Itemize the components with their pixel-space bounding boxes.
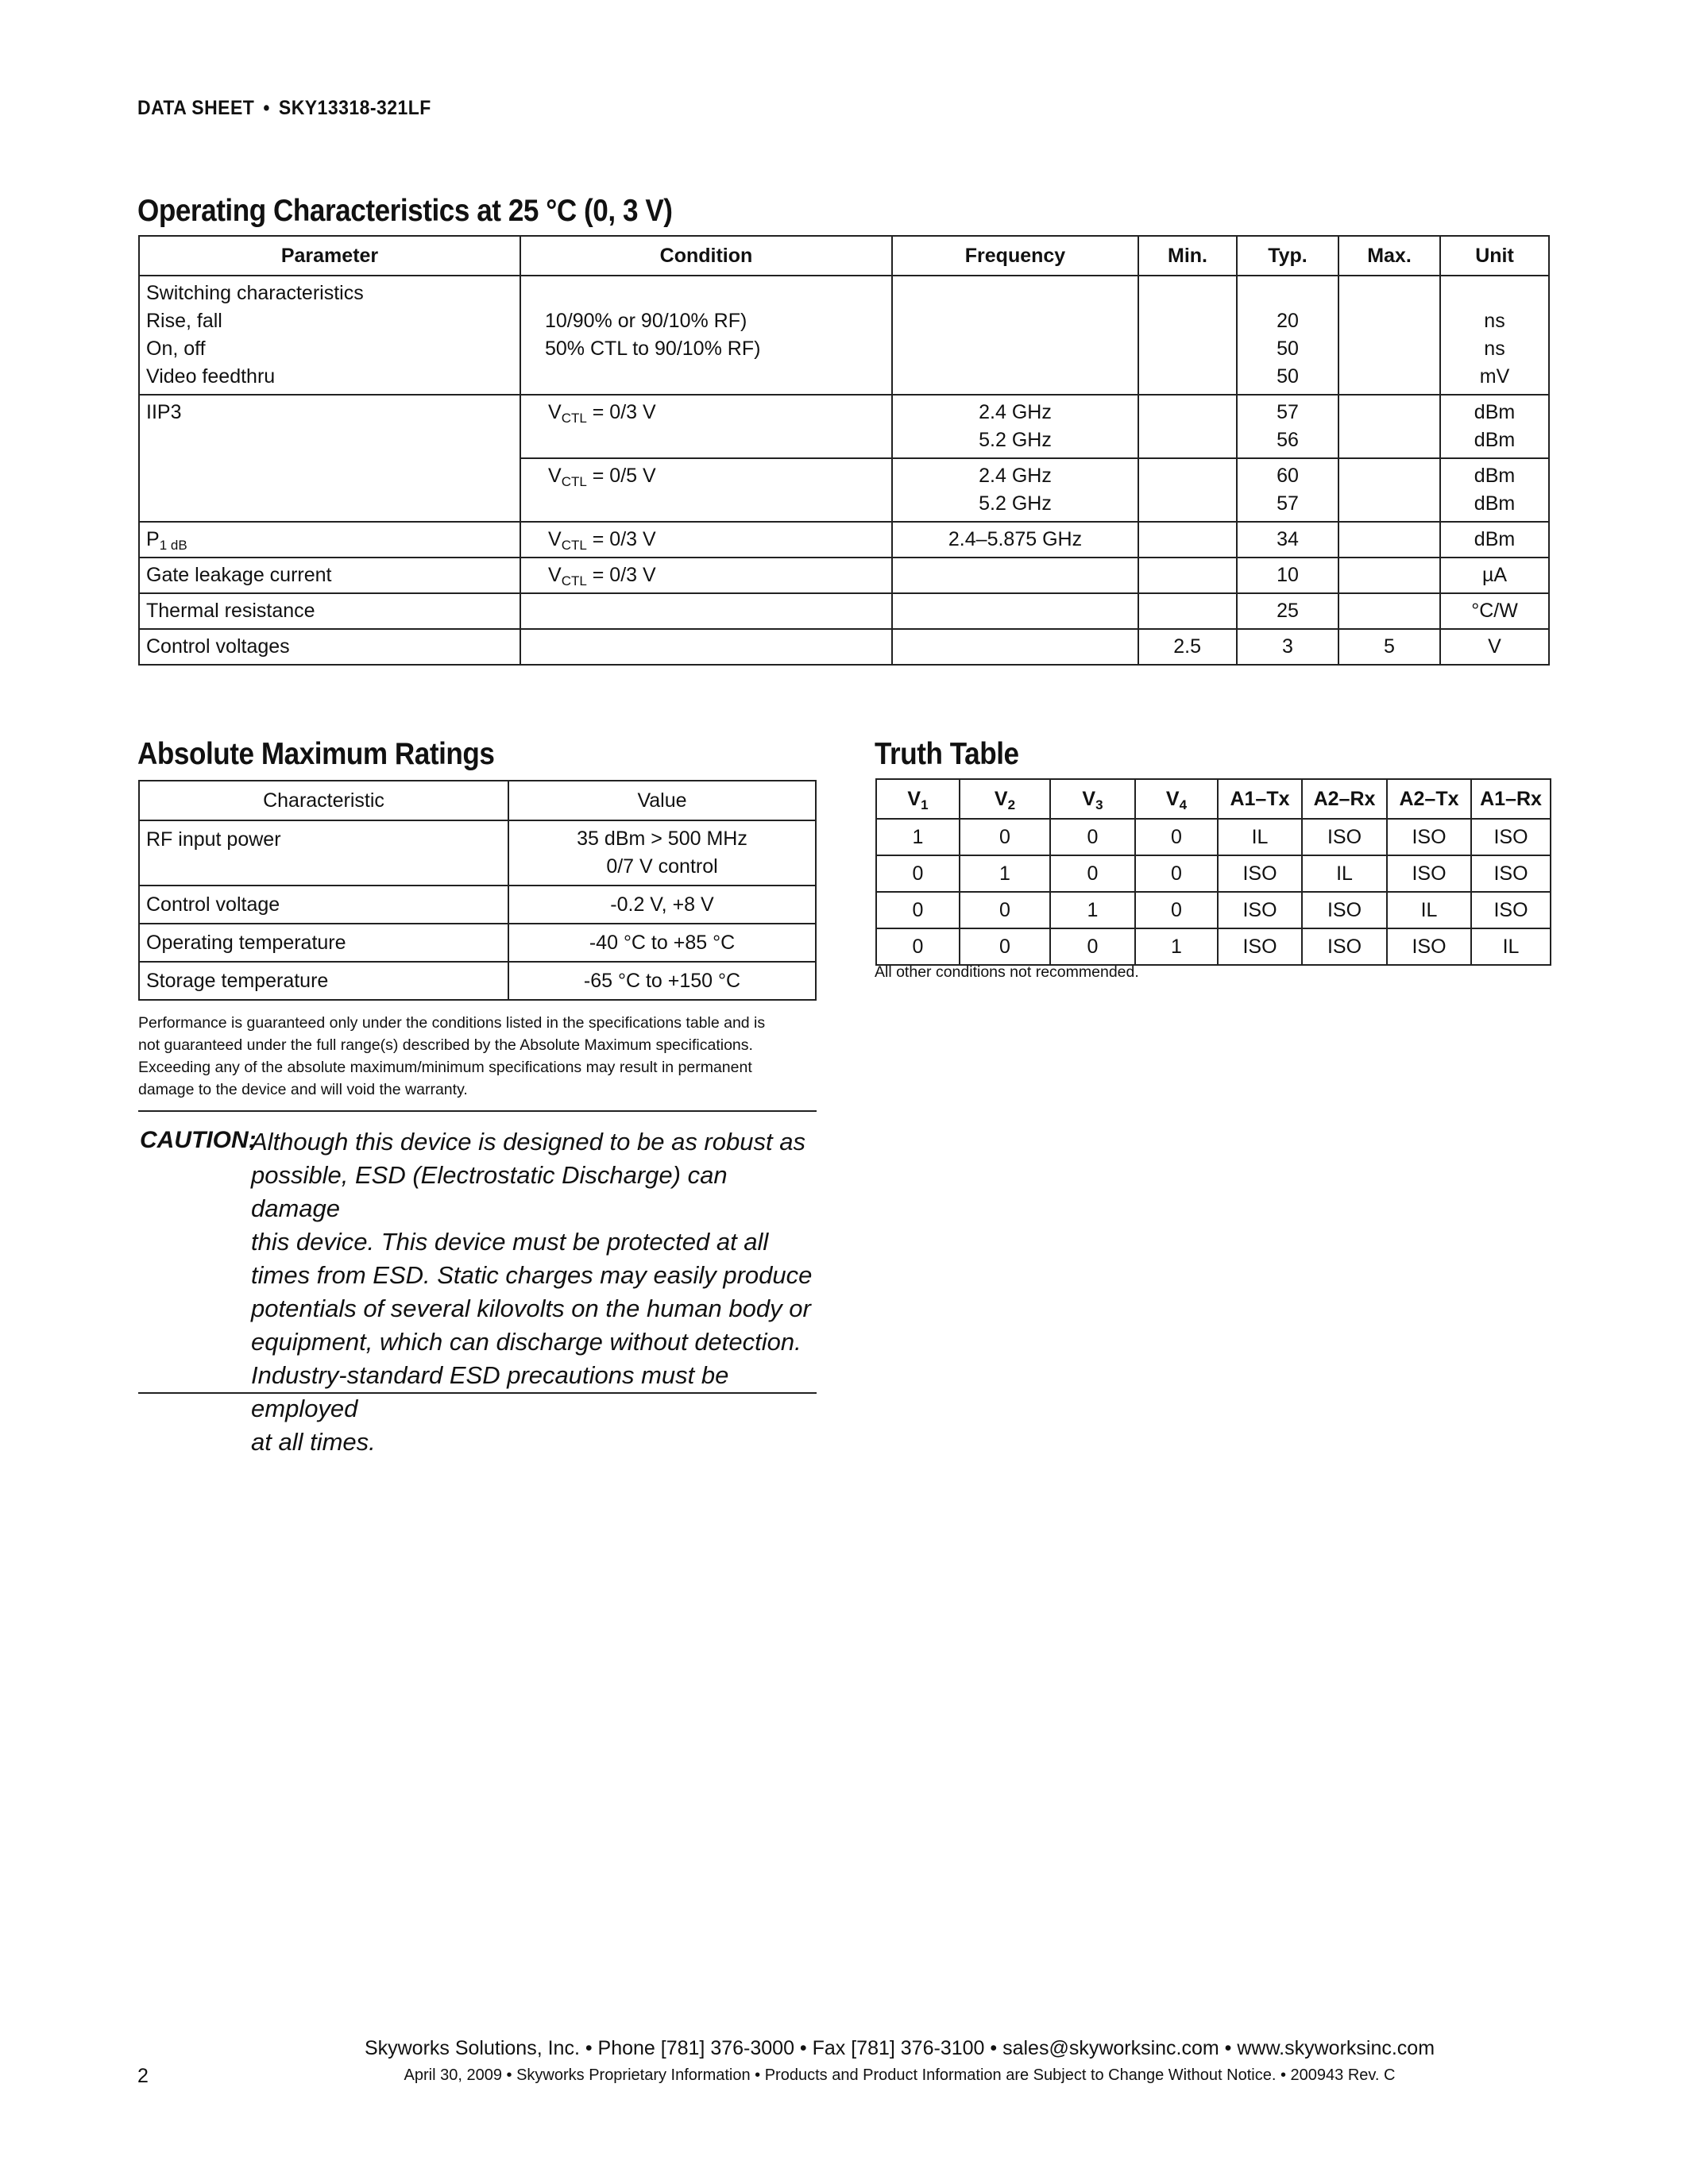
typ-cell bbox=[1237, 395, 1338, 458]
table-row bbox=[139, 886, 816, 924]
condition-cell: $V_{CTL} = 0/3$ V bbox=[520, 558, 892, 593]
truth-table-note: All other conditions not recommended. bbox=[875, 963, 1139, 981]
col-header: A2–Rx bbox=[1302, 779, 1387, 819]
col-header: Characteristic bbox=[139, 781, 508, 820]
col-header: Condition bbox=[520, 236, 892, 276]
truth-cell: ISO bbox=[1471, 892, 1551, 928]
truth-cell: ISO bbox=[1471, 819, 1551, 855]
param-cell: IIP3 bbox=[139, 395, 520, 522]
unit-cell bbox=[1440, 276, 1549, 395]
value-cell: -0.2 V, +8 V bbox=[508, 886, 816, 924]
caution-line: possible, ESD (Electrostatic Discharge) can damage bbox=[251, 1161, 728, 1222]
unit-cell bbox=[1440, 395, 1549, 458]
truth-cell: ISO bbox=[1218, 928, 1302, 965]
caution-line: Although this device is designed to be as robust as bbox=[251, 1128, 805, 1156]
table-row bbox=[876, 819, 1551, 855]
footer-contact: Skyworks Solutions, Inc. • Phone [781] 376-3000 • Fax [781] 376-3100 • sales@skyworksinc.com • www.skyworksinc.com bbox=[364, 2037, 1435, 2059]
typ-cell: 34 bbox=[1237, 522, 1338, 558]
col-header: A1–Rx bbox=[1471, 779, 1551, 819]
header-separator: • bbox=[263, 97, 270, 119]
frequency-cell bbox=[892, 395, 1138, 458]
min-cell bbox=[1138, 395, 1237, 458]
frequency-value: 5.2 GHz bbox=[979, 429, 1052, 451]
typ-cell: 10 bbox=[1237, 558, 1338, 593]
value-line: 35 dBm > 500 MHz bbox=[577, 828, 747, 850]
typ-value: 57 bbox=[1277, 492, 1299, 515]
typ-value: 60 bbox=[1277, 465, 1299, 487]
truth-cell: 0 bbox=[1050, 928, 1135, 965]
min-cell bbox=[1138, 276, 1237, 395]
param-cell: $P_{1 dB}$ bbox=[139, 522, 520, 558]
page-number: 2 bbox=[137, 2065, 149, 2087]
truth-cell: 1 bbox=[960, 855, 1050, 892]
max-cell bbox=[1338, 522, 1440, 558]
typ-cell bbox=[1237, 276, 1338, 395]
table-row bbox=[139, 522, 1549, 558]
unit-cell bbox=[1440, 458, 1549, 522]
truth-cell: 0 bbox=[876, 855, 960, 892]
condition-cell bbox=[520, 276, 892, 395]
table-row bbox=[876, 855, 1551, 892]
truth-cell: 0 bbox=[1135, 892, 1218, 928]
unit-cell: dBm bbox=[1440, 522, 1549, 558]
table-header-row bbox=[139, 781, 816, 820]
caution-label: CAUTION: bbox=[140, 1127, 257, 1153]
col-header: A2–Tx bbox=[1387, 779, 1471, 819]
typ-value: 20 bbox=[1277, 310, 1299, 332]
absolute-max-ratings-title: Absolute Maximum Ratings bbox=[137, 737, 495, 771]
table-row bbox=[139, 962, 816, 1000]
truth-cell: ISO bbox=[1387, 855, 1471, 892]
unit-value: dBm bbox=[1474, 429, 1516, 451]
operating-characteristics-title: Operating Characteristics at 25 °C (0, 3 V) bbox=[137, 194, 673, 228]
truth-table-title: Truth Table bbox=[875, 737, 1019, 771]
truth-cell: 0 bbox=[1135, 855, 1218, 892]
truth-cell: IL bbox=[1387, 892, 1471, 928]
max-cell bbox=[1338, 395, 1440, 458]
doc-type: DATA SHEET bbox=[137, 97, 255, 119]
caution-line: at all times. bbox=[251, 1428, 376, 1456]
param-cell: Thermal resistance bbox=[139, 593, 520, 629]
col-header: Max. bbox=[1338, 236, 1440, 276]
max-cell: 5 bbox=[1338, 629, 1440, 665]
max-cell bbox=[1338, 276, 1440, 395]
frequency-cell bbox=[892, 276, 1138, 395]
param-cell: Gate leakage current bbox=[139, 558, 520, 593]
truth-cell: ISO bbox=[1387, 928, 1471, 965]
table-row bbox=[139, 395, 1549, 458]
frequency-value: 5.2 GHz bbox=[979, 492, 1052, 515]
truth-cell: IL bbox=[1302, 855, 1387, 892]
value-line: 0/7 V control bbox=[606, 855, 718, 878]
table-row bbox=[139, 924, 816, 962]
frequency-cell bbox=[892, 458, 1138, 522]
condition-cell bbox=[520, 593, 892, 629]
col-header: Parameter bbox=[139, 236, 520, 276]
truth-cell: IL bbox=[1471, 928, 1551, 965]
col-header: $V_1$ bbox=[876, 779, 960, 819]
table-row bbox=[876, 928, 1551, 965]
footer-legal: April 30, 2009 • Skyworks Proprietary Information • Products and Product Information are Subject to Change Without Notice. • 200943 Rev. C bbox=[404, 2066, 1396, 2084]
typ-value: 50 bbox=[1277, 365, 1299, 388]
operating-characteristics-table bbox=[138, 235, 1550, 666]
note-line: Exceeding any of the absolute maximum/minimum specifications may result in permanent bbox=[138, 1059, 752, 1076]
col-header: $V_4$ bbox=[1135, 779, 1218, 819]
truth-cell: 0 bbox=[1135, 819, 1218, 855]
unit-value: mV bbox=[1479, 365, 1510, 388]
table-row bbox=[139, 558, 1549, 593]
min-cell: 2.5 bbox=[1138, 629, 1237, 665]
value-cell bbox=[508, 820, 816, 886]
truth-cell: 1 bbox=[1050, 892, 1135, 928]
caution-line: potentials of several kilovolts on the human body or bbox=[251, 1295, 811, 1322]
param-cell: Control voltages bbox=[139, 629, 520, 665]
truth-cell: ISO bbox=[1218, 855, 1302, 892]
max-cell bbox=[1338, 458, 1440, 522]
condition-cell: $V_{CTL} = 0/5$ V bbox=[520, 458, 892, 522]
truth-cell: ISO bbox=[1302, 819, 1387, 855]
unit-cell: °C/W bbox=[1440, 593, 1549, 629]
param-line: Rise, fall bbox=[146, 310, 222, 332]
divider bbox=[138, 1110, 817, 1112]
characteristic-cell: Operating temperature bbox=[139, 924, 508, 962]
condition-line: 10/90% or 90/10% RF) bbox=[545, 310, 747, 332]
frequency-cell bbox=[892, 558, 1138, 593]
truth-cell: ISO bbox=[1302, 892, 1387, 928]
unit-value: dBm bbox=[1474, 492, 1516, 515]
typ-cell: 25 bbox=[1237, 593, 1338, 629]
unit-value: ns bbox=[1484, 310, 1505, 332]
truth-table bbox=[875, 778, 1551, 966]
truth-cell: 0 bbox=[876, 892, 960, 928]
typ-cell: 3 bbox=[1237, 629, 1338, 665]
typ-value: 56 bbox=[1277, 429, 1299, 451]
col-header: Typ. bbox=[1237, 236, 1338, 276]
truth-cell: 0 bbox=[1050, 855, 1135, 892]
characteristic-cell: Control voltage bbox=[139, 886, 508, 924]
note-line: damage to the device and will void the warranty. bbox=[138, 1081, 468, 1098]
min-cell bbox=[1138, 593, 1237, 629]
col-header: Value bbox=[508, 781, 816, 820]
truth-cell: ISO bbox=[1302, 928, 1387, 965]
divider bbox=[138, 1392, 817, 1394]
caution-line: equipment, which can discharge without detection. bbox=[251, 1328, 802, 1356]
caution-line: Industry-standard ESD precautions must be employed bbox=[251, 1361, 729, 1422]
param-line: Video feedthru bbox=[146, 365, 276, 388]
table-header-row bbox=[876, 779, 1551, 819]
caution-line: times from ESD. Static charges may easily produce bbox=[251, 1261, 813, 1289]
table-row bbox=[139, 820, 816, 886]
frequency-value: 2.4 GHz bbox=[979, 465, 1052, 487]
truth-cell: 1 bbox=[876, 819, 960, 855]
typ-cell bbox=[1237, 458, 1338, 522]
condition-cell: $V_{CTL} = 0/3$ V bbox=[520, 395, 892, 458]
param-line: Switching characteristics bbox=[146, 282, 364, 304]
caution-line: this device. This device must be protected at all bbox=[251, 1228, 769, 1256]
col-header: $V_2$ bbox=[960, 779, 1050, 819]
truth-cell: 0 bbox=[1050, 819, 1135, 855]
value-cell: -65 °C to +150 °C bbox=[508, 962, 816, 1000]
typ-value: 50 bbox=[1277, 338, 1299, 360]
characteristic-cell: RF input power bbox=[139, 820, 508, 886]
truth-cell: ISO bbox=[1218, 892, 1302, 928]
absolute-max-ratings-table bbox=[138, 780, 817, 1001]
truth-cell: 0 bbox=[960, 819, 1050, 855]
caution-text bbox=[251, 1125, 823, 1459]
characteristic-cell: Storage temperature bbox=[139, 962, 508, 1000]
truth-cell: 0 bbox=[960, 892, 1050, 928]
table-row bbox=[876, 892, 1551, 928]
table-row bbox=[139, 629, 1549, 665]
max-cell bbox=[1338, 558, 1440, 593]
table-row bbox=[139, 593, 1549, 629]
unit-value: dBm bbox=[1474, 465, 1516, 487]
frequency-cell bbox=[892, 593, 1138, 629]
truth-cell: IL bbox=[1218, 819, 1302, 855]
unit-cell: µA bbox=[1440, 558, 1549, 593]
frequency-value: 2.4 GHz bbox=[979, 401, 1052, 423]
truth-cell: ISO bbox=[1471, 855, 1551, 892]
absolute-max-note bbox=[138, 1012, 821, 1101]
unit-value: ns bbox=[1484, 338, 1505, 360]
col-header: Min. bbox=[1138, 236, 1237, 276]
truth-cell: 0 bbox=[960, 928, 1050, 965]
col-header: Unit bbox=[1440, 236, 1549, 276]
condition-line: 50% CTL to 90/10% RF) bbox=[545, 338, 761, 360]
unit-value: dBm bbox=[1474, 401, 1516, 423]
part-number: SKY13318-321LF bbox=[278, 97, 431, 119]
col-header: $V_3$ bbox=[1050, 779, 1135, 819]
min-cell bbox=[1138, 522, 1237, 558]
frequency-cell: 2.4–5.875 GHz bbox=[892, 522, 1138, 558]
unit-cell: V bbox=[1440, 629, 1549, 665]
max-cell bbox=[1338, 593, 1440, 629]
truth-cell: 1 bbox=[1135, 928, 1218, 965]
condition-cell bbox=[520, 629, 892, 665]
note-line: Performance is guaranteed only under the conditions listed in the specifications table and is bbox=[138, 1014, 766, 1032]
typ-value: 57 bbox=[1277, 401, 1299, 423]
col-header: Frequency bbox=[892, 236, 1138, 276]
table-header-row bbox=[139, 236, 1549, 276]
col-header: A1–Tx bbox=[1218, 779, 1302, 819]
document-header bbox=[137, 97, 431, 120]
condition-cell: $V_{CTL} = 0/3$ V bbox=[520, 522, 892, 558]
param-line: On, off bbox=[146, 338, 206, 360]
truth-cell: ISO bbox=[1387, 819, 1471, 855]
frequency-cell bbox=[892, 629, 1138, 665]
note-line: not guaranteed under the full range(s) described by the Absolute Maximum specifications. bbox=[138, 1036, 753, 1054]
min-cell bbox=[1138, 458, 1237, 522]
param-cell bbox=[139, 276, 520, 395]
value-cell: -40 °C to +85 °C bbox=[508, 924, 816, 962]
min-cell bbox=[1138, 558, 1237, 593]
truth-cell: 0 bbox=[876, 928, 960, 965]
table-row bbox=[139, 276, 1549, 395]
